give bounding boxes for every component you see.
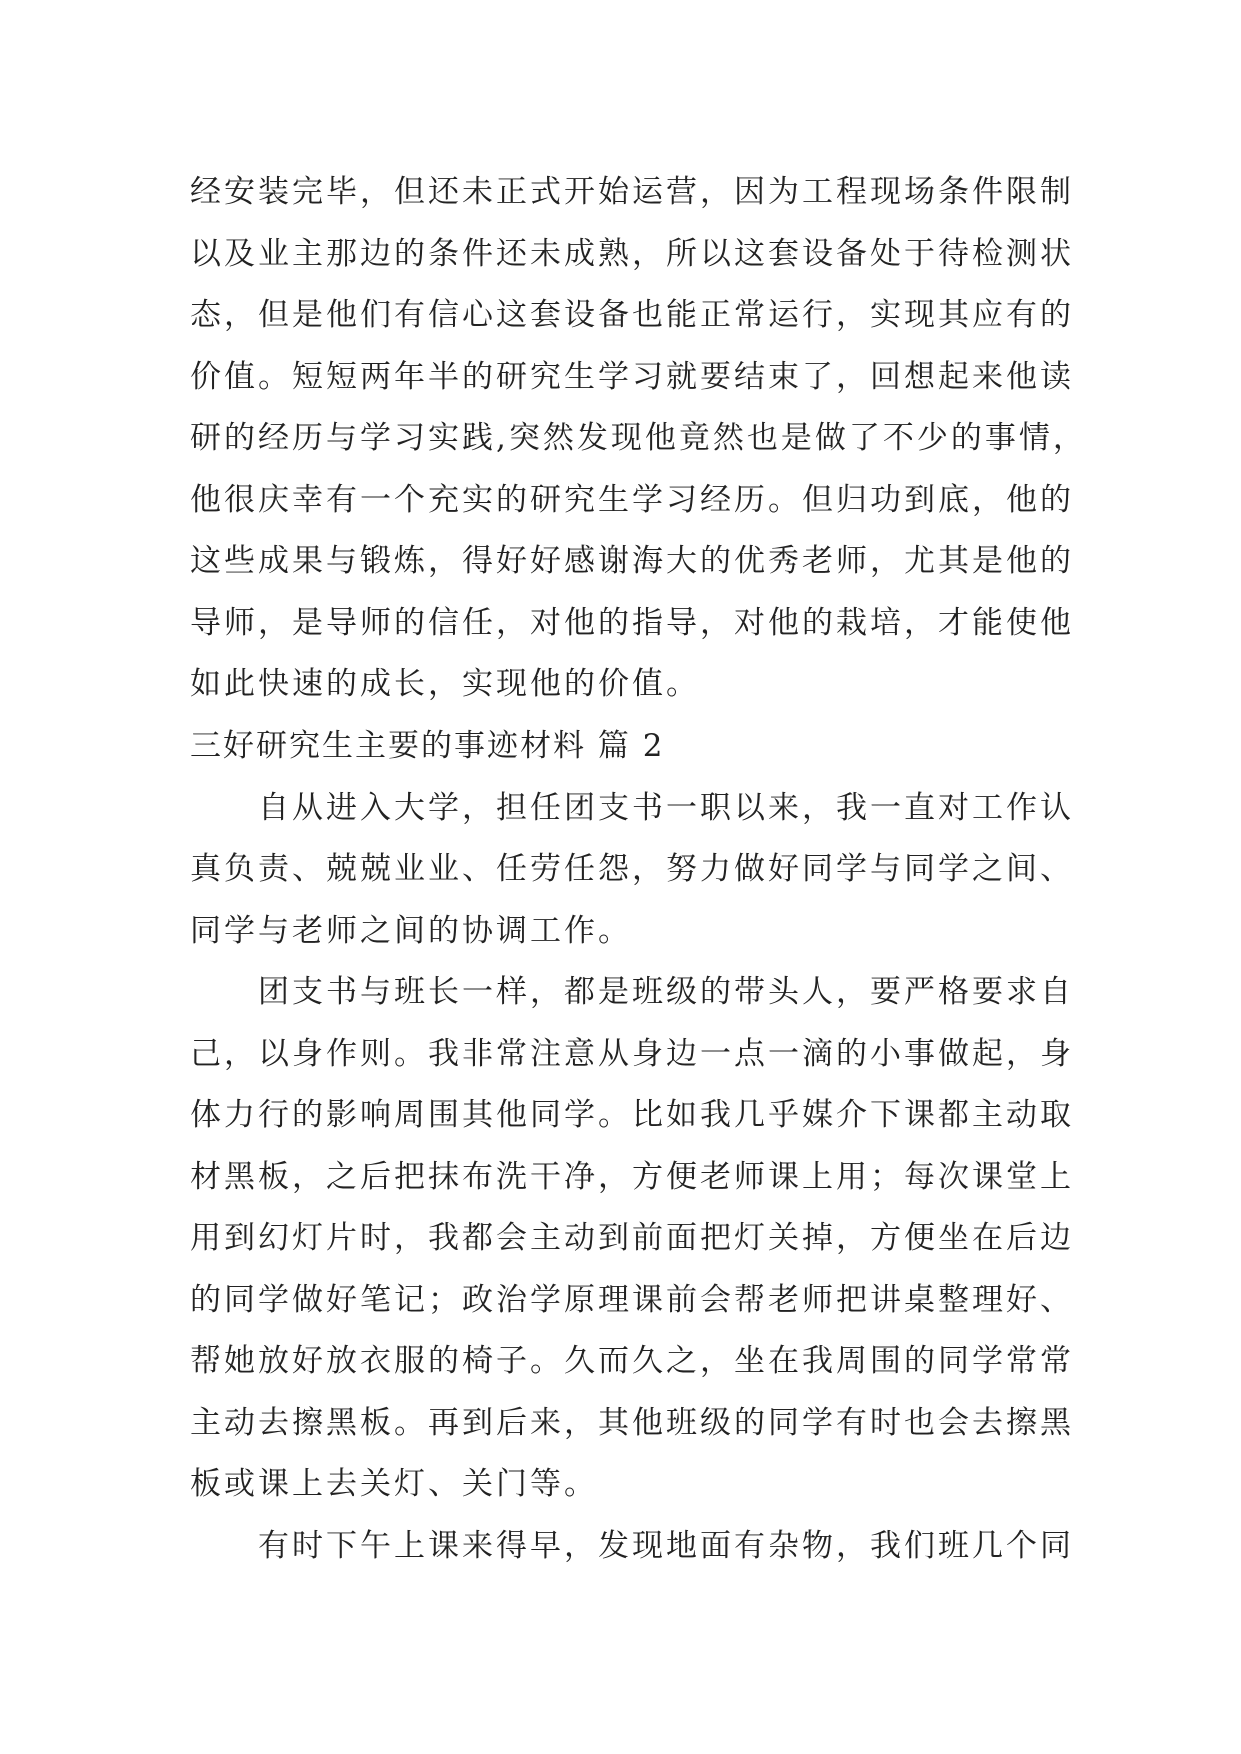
continued-paragraph: [190, 162, 1090, 716]
section-2: [190, 716, 1090, 1577]
text-line: 经安装完毕，但还未正式开始运营，因为工程现场条件限制: [190, 174, 1074, 210]
text-line: 主动去擦黑板。再到后来，其他班级的同学有时也会去擦黑: [190, 1404, 1074, 1441]
text-line: 态，但是他们有信心这套设备也能正常运行，实现其应有的: [190, 297, 1074, 333]
text-line: 这些成果与锻炼，得好好感谢海大的优秀老师，尤其是他的: [190, 543, 1074, 579]
text-line: 真负责、兢兢业业、任劳任怨，努力做好同学与同学之间、: [190, 851, 1074, 887]
text-line: 如此快速的成长，实现他的价值。: [190, 666, 700, 702]
paragraph: [190, 778, 1090, 963]
text-line: 用到幻灯片时，我都会主动到前面把灯关掉，方便坐在后边: [190, 1220, 1074, 1256]
paragraph: [190, 1516, 1090, 1578]
text-line: 团支书与班长一样，都是班级的带头人，要严格要求自: [258, 974, 1074, 1010]
text-line: 有时下午上课来得早，发现地面有杂物，我们班几个同: [258, 1527, 1074, 1564]
text-line: 同学与老师之间的协调工作。: [190, 912, 632, 949]
text-line: 体力行的影响周围其他同学。比如我几乎媒介下课都主动取: [190, 1097, 1074, 1133]
text-line: 帮她放好放衣服的椅子。久而久之，坐在我周围的同学常常: [190, 1343, 1074, 1379]
text-line: 研的经历与学习实践,突然发现他竟然也是做了不少的事情，: [190, 420, 1087, 456]
text-line: 的同学做好笔记；政治学原理课前会帮老师把讲桌整理好、: [190, 1281, 1074, 1318]
text-line: 板或课上去关灯、关门等。: [190, 1466, 598, 1502]
text-line: 以及业主那边的条件还未成熟，所以这套设备处于待检测状: [190, 235, 1074, 272]
text-line: 己，以身作则。我非常注意从身边一点一滴的小事做起，身: [190, 1035, 1074, 1072]
text-line: 自从进入大学，担任团支书一职以来，我一直对工作认: [258, 789, 1074, 826]
text-line: 价值。短短两年半的研究生学习就要结束了，回想起来他读: [190, 358, 1074, 395]
text-line: 他很庆幸有一个充实的研究生学习经历。但归功到底，他的: [190, 481, 1074, 518]
paragraph: [190, 962, 1090, 1516]
section-heading: 三好研究生主要的事迹材料 篇 2: [190, 728, 665, 764]
text-line: 材黑板，之后把抹布洗干净，方便老师课上用；每次课堂上: [190, 1158, 1074, 1195]
text-line: 导师，是导师的信任，对他的指导，对他的栽培，才能使他: [190, 604, 1074, 641]
